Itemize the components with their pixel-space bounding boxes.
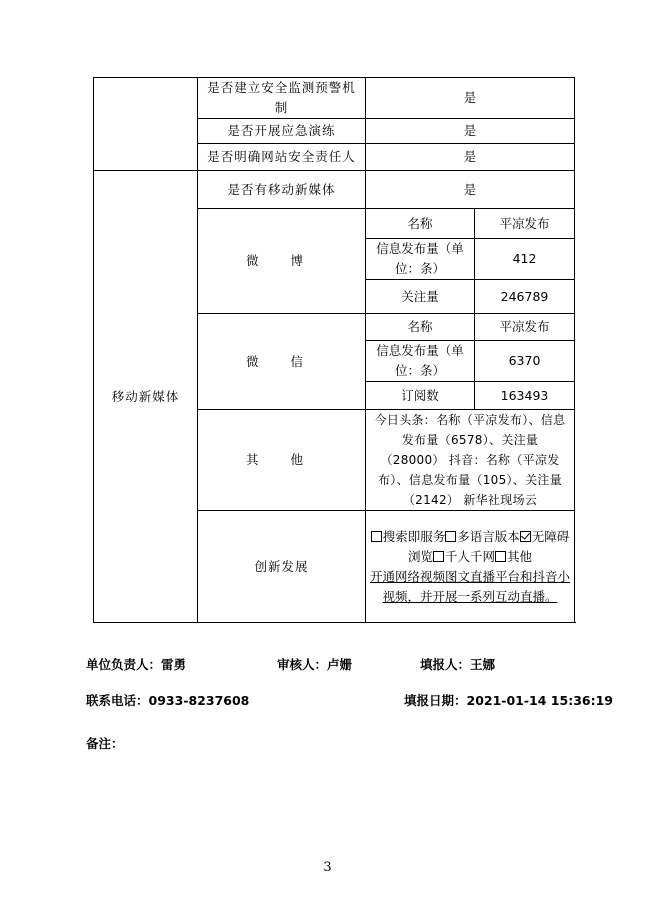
reviewer: 审核人：卢姗 xyxy=(277,657,353,672)
weibo-name-label: 名称 xyxy=(366,209,475,239)
has-new-media-value: 是 xyxy=(366,171,575,209)
has-new-media-label: 是否有移动新媒体 xyxy=(198,171,366,209)
option-label: 多语言版本 xyxy=(457,528,520,544)
weibo-count-label: 信息发布量（单位：条） xyxy=(366,239,475,280)
weibo-followers-label: 关注量 xyxy=(366,280,475,314)
weibo-label: 微 博 xyxy=(198,209,366,314)
wechat-label: 微 信 xyxy=(198,314,366,410)
remarks-label: 备注： xyxy=(86,736,124,751)
checkbox-icon[interactable] xyxy=(445,531,456,542)
option-label: 无障碍浏览 xyxy=(407,528,570,564)
innovation-content xyxy=(366,511,575,623)
table-row xyxy=(94,171,575,209)
other-media-label: 其 他 xyxy=(198,410,366,511)
drill-value: 是 xyxy=(366,119,575,144)
wechat-count-value: 6370 xyxy=(475,341,575,382)
new-media-section-label: 移动新媒体 xyxy=(94,171,198,623)
security-section-cell xyxy=(94,78,198,171)
weibo-followers-value: 246789 xyxy=(475,280,575,314)
page-number: 3 xyxy=(323,860,332,875)
innovation-option xyxy=(445,529,520,544)
unit-head: 单位负责人：雷勇 xyxy=(86,657,187,672)
checkbox-checked-icon[interactable] xyxy=(520,531,531,542)
option-label: 搜索即服务 xyxy=(382,528,446,544)
other-media-text: 今日头条：名称（平凉发布）、信息发布量（6578）、关注量（28000） 抖音：名称（平凉发布）、信息发布量（105）、关注量（2142） 新华社现场云 xyxy=(366,410,575,511)
responsible-label: 是否明确网站安全责任人 xyxy=(198,144,366,171)
responsible-value: 是 xyxy=(366,144,575,171)
filler: 填报人：王娜 xyxy=(420,657,496,672)
table-row xyxy=(94,78,575,119)
wechat-subscribers-value: 163493 xyxy=(475,382,575,410)
wechat-name-label: 名称 xyxy=(366,314,475,341)
option-label: 其他 xyxy=(507,548,533,564)
checkbox-icon[interactable] xyxy=(433,551,444,562)
innovation-section-label: 创新发展 xyxy=(198,511,366,623)
monitoring-value: 是 xyxy=(366,78,575,119)
innovation-other-text: 开通网络视频图文直播平台和抖音小视频，并开展一系列互动直播。 xyxy=(370,568,571,604)
contact-phone: 联系电话：0933-8237608 xyxy=(86,693,250,708)
fill-date: 填报日期：2021-01-14 15:36:19 xyxy=(404,693,613,708)
weibo-name-value: 平凉发布 xyxy=(475,209,575,239)
report-table xyxy=(93,77,575,623)
innovation-option xyxy=(371,529,446,544)
wechat-name-value: 平凉发布 xyxy=(475,314,575,341)
option-label: 千人千网 xyxy=(445,548,496,564)
monitoring-label: 是否建立安全监测预警机制 xyxy=(198,78,366,119)
checkbox-icon[interactable] xyxy=(371,531,382,542)
drill-label: 是否开展应急演练 xyxy=(198,119,366,144)
weibo-count-value: 412 xyxy=(475,239,575,280)
checkbox-icon[interactable] xyxy=(495,551,506,562)
innovation-option xyxy=(433,549,495,564)
innovation-option xyxy=(495,549,532,564)
wechat-subscribers-label: 订阅数 xyxy=(366,382,475,410)
wechat-count-label: 信息发布量（单位：条） xyxy=(366,341,475,382)
